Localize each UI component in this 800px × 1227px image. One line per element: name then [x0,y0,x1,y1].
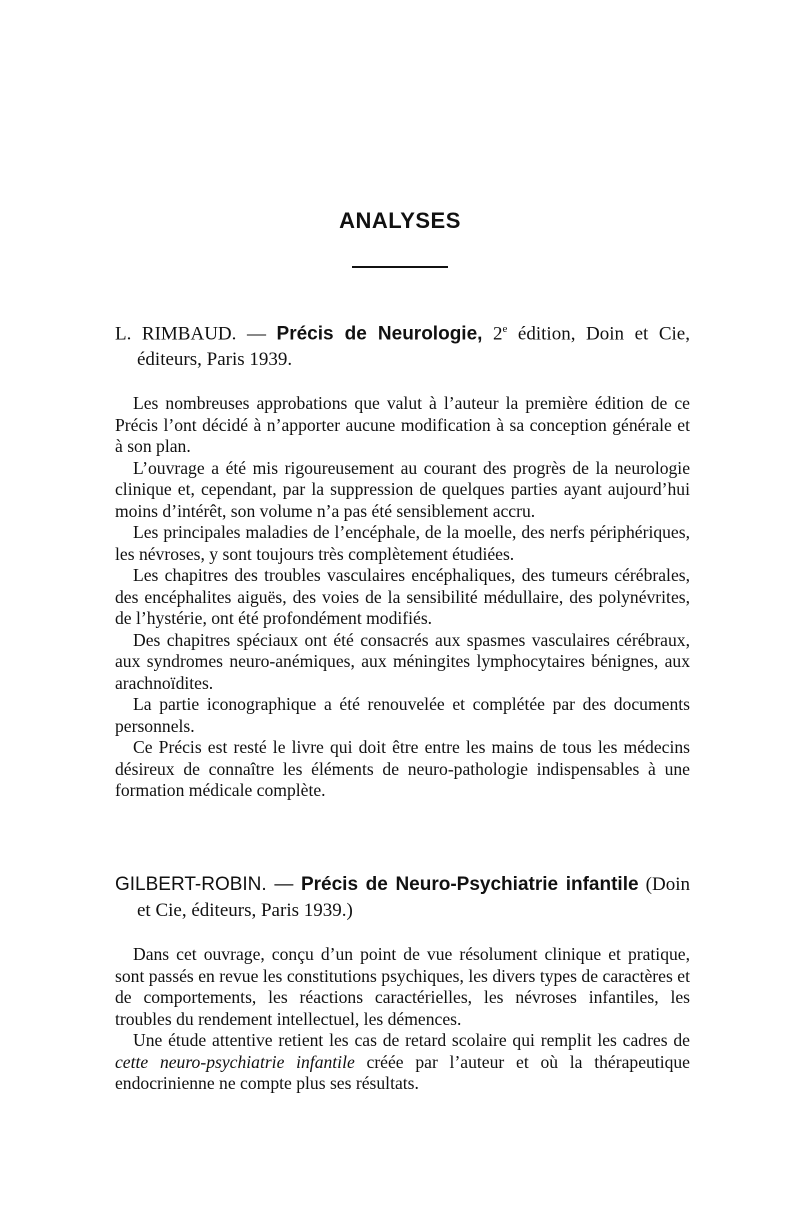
author-name: GILBERT-ROBIN. — [115,874,301,895]
book-title: Précis de Neuro-Psychiatrie infantile [300,874,639,895]
publication-details: (Doin et Cie, éditeurs, Paris 1939.) [137,874,690,921]
review-paragraph: Des chapitres spéciaux ont été consacrés aux spasmes vasculaires cérébraux, aux syndromes neuro-anémiques, aux méningites lymphocytaires bénignes, aux arachnoïdites. [115,629,690,693]
review-paragraph: Ce Précis est resté le livre qui doit être entre les mains de tous les médecins désireux de connaître les éléments de neuro-pathologie indispensables à une formation médicale complète. [115,737,690,801]
edition-number: 2 [492,323,503,345]
review-paragraph [115,1030,690,1095]
bibliographic-reference [115,872,690,924]
review-paragraph: L’ouvrage a été mis rigoureusement au courant des progrès de la neurologie clinique et, cependant, par la suppression de quelques parties ayant aujourd’hui moins d’intérêt, son volume n’a pas été sensiblement accru. [115,457,690,521]
review-body [115,393,690,802]
page-title: ANALYSES [339,208,461,233]
review-paragraph: Les principales maladies de l’encéphale, de la moelle, des nerfs périphériques, les névroses, y sont toujours très complètement étudiées. [115,522,690,564]
book-title: Précis de Neurologie, [276,323,483,345]
review-paragraph: Les nombreuses approbations que valut à l’auteur la première édition de ce Précis l’ont décidé à n’apporter aucune modification à sa conception générale et à son plan. [115,393,690,457]
edition-superscript: e [502,323,508,335]
review-paragraph: Dans cet ouvrage, conçu d’un point de vue résolument clinique et pratique, sont passés en revue les constitutions psychiques, les divers types de caractères et de comportements, les réactions caractérielles, les névroses infantiles, les troubles du rendement intellectuel, les démences. [115,944,690,1029]
paragraph-text: Une étude attentive retient les cas de retard scolaire qui remplit les cadres de [133,1030,690,1050]
italic-phrase: cette neuro-psychiatrie infantile [115,1051,355,1072]
title-rule [352,266,448,268]
author-name: L. RIMBAUD. — [115,323,277,345]
publication-details: édition, Doin et Cie, éditeurs, Paris 1939. [137,323,690,371]
review-gilbert-robin [115,872,690,1095]
review-body [115,944,690,1095]
review-rimbaud [115,316,690,802]
review-paragraph: Les chapitres des troubles vasculaires encéphaliques, des tumeurs cérébrales, des encéphalites aiguës, des voies de la sensibilité médullaire, des polynévrites, de l’hystérie, ont été profondément modifiés. [115,565,690,629]
paragraph-text: créée par l’auteur et où la thérapeutique endocrinienne ne compte plus ses résultats. [115,1051,690,1093]
bibliographic-reference [115,316,690,373]
review-paragraph: La partie iconographique a été renouvelée et complétée par des documents personnels. [115,694,690,736]
